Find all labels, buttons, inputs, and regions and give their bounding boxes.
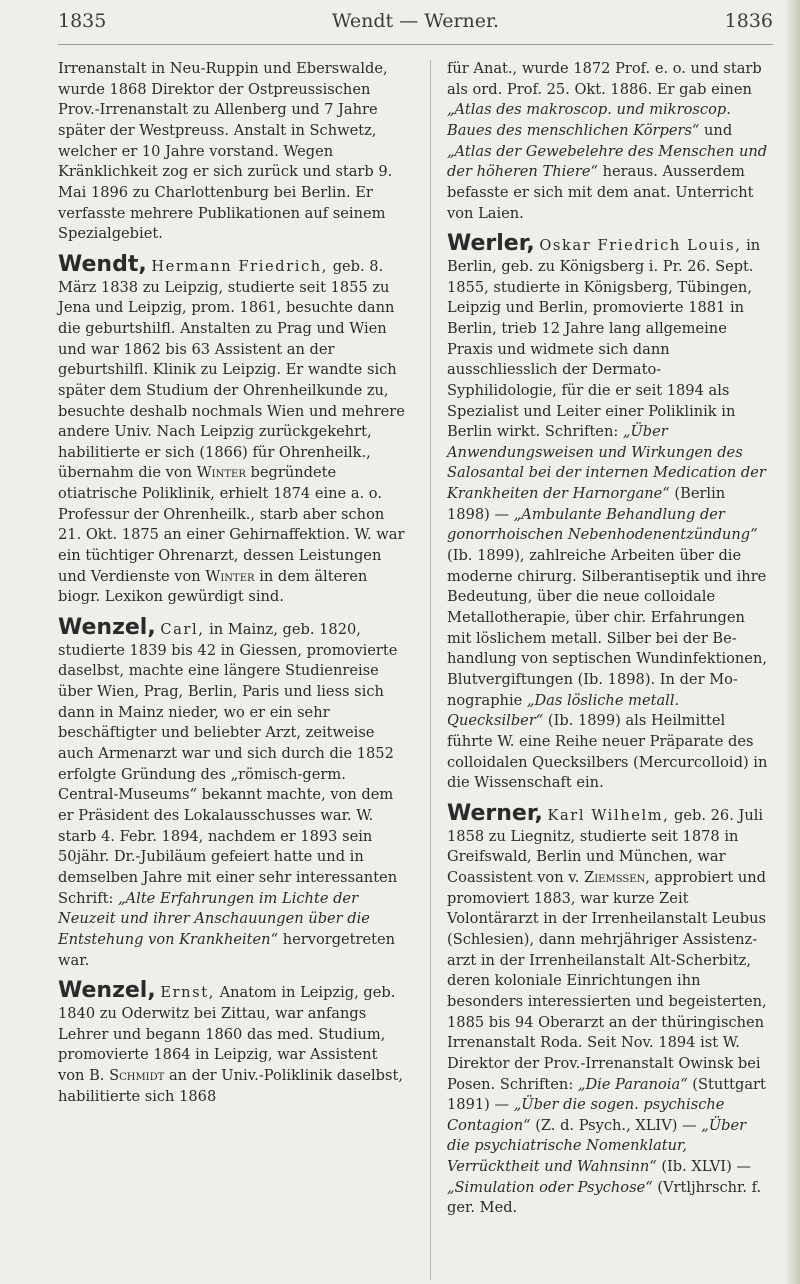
work-title: „Das lösliche metall. Quecksilber“	[447, 691, 680, 730]
entry-headword: Wenzel,	[58, 978, 156, 1004]
entry-continuation: Irrenanstalt in Neu-Ruppin und Eberswalde, wurde 1868 Direktor der Ostpreussischen Prov.-Irrenanstalt zu Allenberg und 7 Jahre später der Westpreuss. Anstalt in Schwetz, welcher er 10 Jahre vorstand. Wegen Kränklichkeit zog er sich zurück und starb 9. Mai 1896 zu Charlottenburg bei Berlin. Er verfasste mehrere Publikationen auf seinem Spezialgebiet.	[58, 60, 393, 243]
entry-headword: Wenzel,	[58, 615, 156, 641]
work-title: „Atlas des makroscop. und mikroscop. Baues des menschlichen Körpers“	[447, 101, 731, 139]
work-title: „Ambulante Behandlung der gonorrhoischen Nebenhodenentzündung“	[447, 505, 758, 544]
entry-wenzel-carl: Wenzel, Carl, in Mainz, geb. 1820, studierte 1839 bis 42 in Giessen, promovierte daselbst, machte eine längere Studienreise über Wien, Prag, Berlin, Paris und liess sich dann in Mainz nieder, wo er ein sehr beschäftigter und beliebter Arzt, zeitweise auch Armenarzt war und sich durch die 1852 erfolgte Gründung des „römisch-germ. Central-Museums“ bekannt machte, von dem er Präsident des Lokalausschusses war. W. starb 4. Febr. 1894, nachdem er 1893 sein 50jähr. Dr.-Jubiläum gefeiert hatte und in demselben Jahre mit einer sehr interessanten Schrift: „Alte Erfahrungen im Lichte der Neuzeit und ihrer Anschauungen über die Entstehung von Krankheiten“ hervorgetreten war.	[58, 615, 398, 969]
page-edge-shadow	[786, 0, 800, 1284]
entry-given-names: Ernst,	[160, 984, 215, 1002]
entry-wenzel-ernst: Wenzel, Ernst, Anatom in Leipzig, geb. 1840 zu Oderwitz bei Zittau, war anfangs Lehrer und begann 1860 das med. Studium, promovierte 1864 in Leipzig, war Assistent von B. Schmidt an der Univ.-Poliklinik daselbst, habilitierte sich 1868	[58, 978, 403, 1105]
entry-werler: Werler, Oskar Friedrich Louis, in Berlin, geb. zu Königsberg i. Pr. 26. Sept. 1855, studierte in Königsberg, Tübingen, Leipzig und Berlin, promovierte 1881 in Berlin, trieb 12 Jahre lang allgemeine Praxis und widmete sich dann ausschliesslich der Dermato-Syphilidologie, für die er seit 1894 als Spezialist und Leiter einer Poliklinik in Berlin wirkt. Schriften: „Über Anwendungsweisen und Wirkungen des Salosantal bei der internen Medication der Krankheiten der Harnorgane“ (Berlin 1898) — „Ambulante Behandlung der gonorrhoischen Nebenhodenentzündung“ (Ib. 1899), zahlreiche Arbeiten über die moderne chirurg. Silberantiseptik und ihre Bedeutung, über die neue colloidale Metallotherapie, über chir. Erfahrungen mit löslichem metall. Silber bei der Behandlung von septischen Wundinfektionen, Blutvergiftungen (Ib. 1898). In der Monographie „Das lösliche metall. Quecksilber“ (Ib. 1899) als Heilmittel führte W. eine Reihe neuer Präparate des colloidalen Quecksilbers (Mercurcolloid) in die Wissenschaft ein.	[447, 231, 768, 792]
right-column	[447, 59, 769, 1219]
running-title: Wendt — Werner.	[331, 10, 500, 32]
work-title: „Atlas der Gewebelehre des Menschen und der höheren Thiere“	[447, 142, 768, 181]
person-reference: Schmidt	[109, 1066, 165, 1084]
left-column	[58, 59, 408, 1107]
work-title: „Simulation oder Psychose“	[447, 1178, 653, 1196]
entry-given-names: Hermann Friedrich,	[151, 257, 329, 275]
entry-continuation: für Anat., wurde 1872 Prof. e. o. und starb als ord. Prof. 25. Okt. 1886. Er gab einen „Atlas des makroscop. und mikroscop. Baues des menschlichen Körpers“ und „Atlas der Gewebelehre des Menschen und der höheren Thiere“ heraus. Ausserdem befasste er sich mit dem anat. Unterricht von Laien.	[447, 60, 768, 222]
work-title: „Über die psychiatrische Nomenklatur, Verrücktheit und Wahnsinn“	[447, 1116, 747, 1176]
header-rule	[58, 44, 773, 45]
left-column-number: 1835	[58, 10, 107, 32]
right-column-number: 1836	[724, 10, 773, 32]
entry-headword: Wendt,	[58, 251, 147, 277]
work-title: „Alte Erfahrungen im Lichte der Neuzeit und ihrer Anschauungen über die Entstehung von Krankheiten“	[58, 889, 370, 948]
entry-werner: Werner, Karl Wilhelm, geb. 26. Juli 1858 zu Liegnitz, studierte seit 1878 in Greifswald, Berlin und München, war Coassistent von v. Ziemssen, approbiert und promoviert 1883, war kurze Zeit Volontärarzt in der Irrenheilanstalt Leubus (Schlesien), dann mehrjähriger Assistenzarzt in der Irrenheilanstalt Alt-Scherbitz, deren koloniale Einrichtungen ihn besonders interessierten und begeisterten, 1885 bis 94 Oberarzt an der thüringischen Irrenanstalt Roda. Seit Nov. 1894 ist W. Direktor der Prov.-Irrenanstalt Owinsk bei Posen. Schriften: „Die Paranoia“ (Stuttgart 1891) — „Über die sogen. psychische Contagion“ (Z. d. Psych., XLIV) — „Über die psychiatrische Nomenklatur, Verrücktheit und Wahnsinn“ (Ib. XLVI) — „Simulation oder Psychose“ (Vrtljhrschr. f. ger. Med.	[447, 800, 767, 1217]
person-reference: Winter	[196, 464, 246, 482]
entry-given-names: Oskar Friedrich Louis,	[539, 237, 742, 255]
work-title: „Über die sogen. psychische Contagion“	[447, 1096, 725, 1134]
entry-given-names: Carl,	[160, 621, 205, 639]
running-header	[58, 8, 773, 38]
person-reference: Winter	[205, 567, 255, 585]
work-title: „Über Anwendungsweisen und Wirkungen des Salosantal bei der internen Medication der Krankheiten der Harnorgane“	[447, 423, 766, 503]
entry-headword: Werler,	[447, 231, 535, 257]
entry-wendt: Wendt, Hermann Friedrich, geb. 8. März 1838 zu Leipzig, studierte seit 1855 zu Jena und Leipzig, prom. 1861, besuchte dann die geburtshilfl. Anstalten zu Prag und Wien und war 1862 bis 63 Assistent an der geburtshilfl. Klinik zu Leipzig. Er wandte sich später dem Studium der Ohrenheilkunde zu, besuchte deshalb nochmals Wien und mehrere andere Univ. Nach Leipzig zurückgekehrt, habilitierte er sich (1866) für Ohrenheilk., übernahm die von Winter begründete otiatrische Poliklinik, erhielt 1874 eine a. o. Professur der Ohrenheilk., starb aber schon 21. Okt. 1875 an einer Gehirnaffektion. W. war ein tüchtiger Ohrenarzt, dessen Leistungen und Verdienste von Winter in dem älteren biogr. Lexikon gewürdigt sind.	[58, 251, 405, 606]
entry-given-names: Karl Wilhelm,	[547, 806, 670, 824]
column-divider	[430, 60, 431, 1280]
person-reference: Ziemssen	[584, 868, 646, 886]
entry-headword: Werner,	[447, 800, 543, 826]
work-title: „Die Paranoia“	[577, 1075, 688, 1093]
